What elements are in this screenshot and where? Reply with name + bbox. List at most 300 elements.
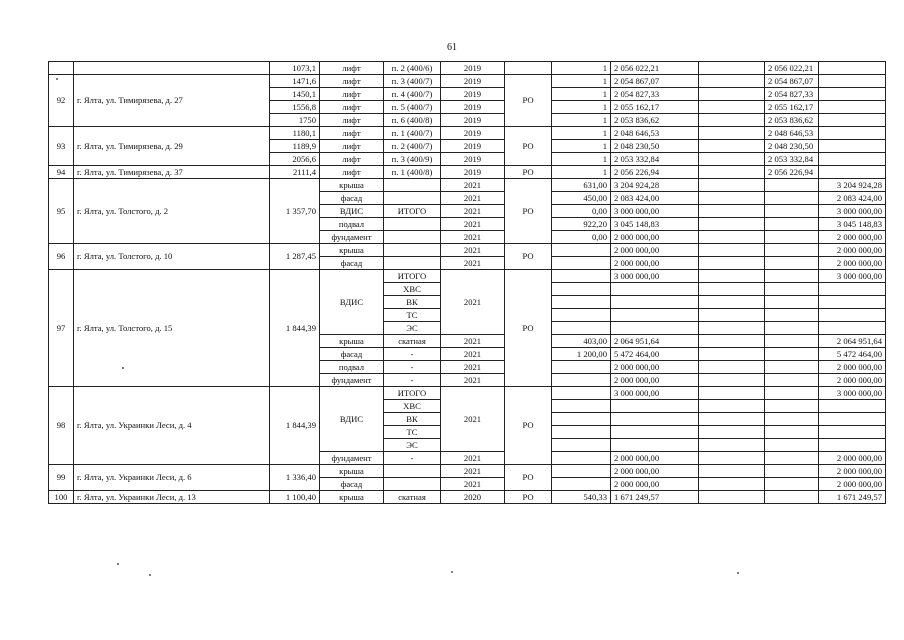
work-type-cell: лифт xyxy=(320,62,384,75)
year-cell: 2021 xyxy=(441,361,505,374)
table-row xyxy=(49,75,886,88)
fund-cell: 2 000 000,00 xyxy=(819,374,886,387)
table-row xyxy=(49,465,886,478)
address-cell: г. Ялта, ул. Тимирязева, д. 27 xyxy=(74,75,270,127)
scan-speck xyxy=(56,78,58,80)
fund-cell xyxy=(699,452,765,465)
fund-cell xyxy=(765,361,819,374)
work-type-cell: крыша xyxy=(320,491,384,504)
volume-cell: 403,00 xyxy=(552,335,611,348)
year-cell: 2021 xyxy=(441,231,505,244)
detail-cell xyxy=(384,179,441,192)
cost-cell xyxy=(611,283,699,296)
fund-cell: 5 472 464,00 xyxy=(819,348,886,361)
cost-cell: 2 054 827,33 xyxy=(611,88,699,101)
detail-cell xyxy=(384,478,441,491)
fund-cell xyxy=(765,322,819,335)
fund-cell: 2 000 000,00 xyxy=(819,231,886,244)
year-cell: 2021 xyxy=(441,374,505,387)
address-cell: г. Ялта, ул. Толстого, д. 10 xyxy=(74,244,270,270)
org-cell: РО xyxy=(505,75,552,127)
work-type-cell: фундамент xyxy=(320,231,384,244)
year-cell: 2021 xyxy=(441,179,505,192)
detail-cell: ИТОГО xyxy=(384,205,441,218)
volume-cell: 450,00 xyxy=(552,192,611,205)
row-number: 96 xyxy=(49,244,74,270)
year-cell: 2021 xyxy=(441,452,505,465)
year-cell: 2021 xyxy=(441,218,505,231)
table-row xyxy=(49,244,886,257)
volume-cell: 1 xyxy=(552,114,611,127)
row-number: 95 xyxy=(49,179,74,244)
volume-cell: 1 xyxy=(552,88,611,101)
detail-cell xyxy=(384,465,441,478)
fund-cell xyxy=(819,426,886,439)
fund-cell xyxy=(765,452,819,465)
work-type-cell: фундамент xyxy=(320,374,384,387)
fund-cell xyxy=(819,309,886,322)
capital-repair-table xyxy=(48,61,886,504)
fund-cell xyxy=(699,114,765,127)
area-cell: 1 100,40 xyxy=(270,491,320,504)
cost-cell: 2 056 226,94 xyxy=(611,166,699,179)
fund-cell xyxy=(699,322,765,335)
fund-cell xyxy=(819,88,886,101)
volume-cell xyxy=(552,361,611,374)
volume-cell: 1 xyxy=(552,153,611,166)
fund-cell xyxy=(699,361,765,374)
table-row xyxy=(49,127,886,140)
fund-cell xyxy=(819,101,886,114)
volume-cell xyxy=(552,465,611,478)
fund-cell xyxy=(765,257,819,270)
year-cell: 2019 xyxy=(441,166,505,179)
volume-cell: 922,20 xyxy=(552,218,611,231)
volume-cell xyxy=(552,387,611,400)
detail-cell: ХВС xyxy=(384,400,441,413)
year-cell: 2021 xyxy=(441,387,505,452)
detail-cell: ВК xyxy=(384,296,441,309)
scan-speck xyxy=(122,367,124,369)
volume-cell: 1 xyxy=(552,75,611,88)
fund-cell xyxy=(699,153,765,166)
detail-cell: п. 6 (400/8) xyxy=(384,114,441,127)
work-type-cell: фасад xyxy=(320,348,384,361)
detail-cell: ВК xyxy=(384,413,441,426)
work-type-cell: ВДИС xyxy=(320,387,384,452)
fund-cell xyxy=(765,465,819,478)
row-number: 97 xyxy=(49,270,74,387)
detail-cell: п. 1 (400/7) xyxy=(384,127,441,140)
volume-cell xyxy=(552,374,611,387)
volume-cell xyxy=(552,478,611,491)
fund-cell xyxy=(699,348,765,361)
fund-cell xyxy=(765,335,819,348)
table-row xyxy=(49,491,886,504)
table-row xyxy=(49,270,886,283)
fund-cell xyxy=(765,270,819,283)
area-cell: 1450,1 xyxy=(270,88,320,101)
detail-cell: п. 4 (400/7) xyxy=(384,88,441,101)
fund-cell xyxy=(699,231,765,244)
fund-cell: 3 045 148,83 xyxy=(819,218,886,231)
fund-cell xyxy=(819,296,886,309)
cost-cell xyxy=(611,309,699,322)
fund-cell xyxy=(765,231,819,244)
fund-cell xyxy=(819,322,886,335)
address-cell xyxy=(74,62,270,75)
fund-cell xyxy=(819,153,886,166)
year-cell: 2021 xyxy=(441,478,505,491)
fund-cell xyxy=(819,166,886,179)
cost-cell xyxy=(611,426,699,439)
fund-cell xyxy=(699,62,765,75)
scan-speck xyxy=(451,571,453,573)
volume-cell: 1 xyxy=(552,127,611,140)
fund-cell: 2 083 424,00 xyxy=(819,192,886,205)
year-cell: 2021 xyxy=(441,257,505,270)
cost-cell xyxy=(611,439,699,452)
fund-cell xyxy=(699,374,765,387)
year-cell: 2021 xyxy=(441,465,505,478)
detail-cell: - xyxy=(384,374,441,387)
year-cell: 2019 xyxy=(441,101,505,114)
volume-cell xyxy=(552,400,611,413)
detail-cell: ХВС xyxy=(384,283,441,296)
fund-cell xyxy=(699,140,765,153)
work-type-cell: крыша xyxy=(320,335,384,348)
cost-cell: 2 053 836,62 xyxy=(611,114,699,127)
work-type-cell: крыша xyxy=(320,465,384,478)
year-cell: 2019 xyxy=(441,140,505,153)
table-row xyxy=(49,62,886,75)
org-cell: РО xyxy=(505,387,552,465)
year-cell: 2019 xyxy=(441,88,505,101)
fund-cell xyxy=(699,387,765,400)
fund-cell xyxy=(765,439,819,452)
address-cell: г. Ялта, ул. Тимирязева, д. 37 xyxy=(74,166,270,179)
volume-cell xyxy=(552,296,611,309)
area-cell: 1 357,70 xyxy=(270,179,320,244)
year-cell: 2021 xyxy=(441,270,505,335)
fund-cell: 2 048 646,53 xyxy=(765,127,819,140)
org-cell: РО xyxy=(505,491,552,504)
cost-cell: 3 000 000,00 xyxy=(611,205,699,218)
detail-cell: ИТОГО xyxy=(384,270,441,283)
detail-cell: скатная xyxy=(384,491,441,504)
org-cell: РО xyxy=(505,465,552,491)
fund-cell: 3 000 000,00 xyxy=(819,387,886,400)
fund-cell xyxy=(699,88,765,101)
volume-cell: 1 xyxy=(552,140,611,153)
volume-cell: 1 xyxy=(552,101,611,114)
scan-speck xyxy=(117,563,119,565)
fund-cell xyxy=(699,192,765,205)
fund-cell xyxy=(699,491,765,504)
fund-cell xyxy=(699,205,765,218)
volume-cell xyxy=(552,452,611,465)
detail-cell: скатная xyxy=(384,335,441,348)
fund-cell xyxy=(819,127,886,140)
detail-cell: п. 3 (400/9) xyxy=(384,153,441,166)
area-cell: 1073,1 xyxy=(270,62,320,75)
work-type-cell: крыша xyxy=(320,244,384,257)
cost-cell: 2 000 000,00 xyxy=(611,231,699,244)
cost-cell: 2 048 646,53 xyxy=(611,127,699,140)
area-cell: 1189,9 xyxy=(270,140,320,153)
detail-cell: - xyxy=(384,452,441,465)
fund-cell xyxy=(765,218,819,231)
volume-cell: 0,00 xyxy=(552,205,611,218)
work-type-cell: фасад xyxy=(320,478,384,491)
org-cell: РО xyxy=(505,244,552,270)
fund-cell: 2 000 000,00 xyxy=(819,257,886,270)
year-cell: 2021 xyxy=(441,192,505,205)
detail-cell: ТС xyxy=(384,309,441,322)
table-row xyxy=(49,387,886,400)
fund-cell xyxy=(819,439,886,452)
table-body xyxy=(49,62,886,504)
fund-cell xyxy=(819,62,886,75)
fund-cell: 2 055 162,17 xyxy=(765,101,819,114)
scan-speck xyxy=(149,574,151,576)
work-type-cell: крыша xyxy=(320,179,384,192)
cost-cell: 2 083 424,00 xyxy=(611,192,699,205)
cost-cell: 2 000 000,00 xyxy=(611,257,699,270)
volume-cell: 1 200,00 xyxy=(552,348,611,361)
page-number: 61 xyxy=(447,42,457,53)
fund-cell xyxy=(765,413,819,426)
volume-cell xyxy=(552,413,611,426)
row-number: 94 xyxy=(49,166,74,179)
detail-cell: п. 2 (400/7) xyxy=(384,140,441,153)
row-number xyxy=(49,62,74,75)
fund-cell xyxy=(765,387,819,400)
detail-cell xyxy=(384,244,441,257)
fund-cell xyxy=(765,478,819,491)
fund-cell: 2 000 000,00 xyxy=(819,361,886,374)
cost-cell xyxy=(611,413,699,426)
area-cell: 1180,1 xyxy=(270,127,320,140)
fund-cell xyxy=(699,400,765,413)
row-number: 93 xyxy=(49,127,74,166)
row-number: 99 xyxy=(49,465,74,491)
cost-cell: 2 000 000,00 xyxy=(611,478,699,491)
table-row xyxy=(49,166,886,179)
fund-cell xyxy=(699,426,765,439)
fund-cell xyxy=(765,426,819,439)
area-cell: 1 336,40 xyxy=(270,465,320,491)
work-type-cell: лифт xyxy=(320,114,384,127)
work-type-cell: ВДИС xyxy=(320,205,384,218)
cost-cell: 2 053 332,84 xyxy=(611,153,699,166)
row-number: 92 xyxy=(49,75,74,127)
fund-cell xyxy=(765,283,819,296)
row-number: 100 xyxy=(49,491,74,504)
address-cell: г. Ялта, ул. Тимирязева, д. 29 xyxy=(74,127,270,166)
fund-cell xyxy=(819,283,886,296)
area-cell: 1471,6 xyxy=(270,75,320,88)
org-cell: РО xyxy=(505,179,552,244)
volume-cell xyxy=(552,439,611,452)
volume-cell xyxy=(552,426,611,439)
fund-cell xyxy=(765,374,819,387)
detail-cell xyxy=(384,257,441,270)
fund-cell xyxy=(699,296,765,309)
area-cell: 1750 xyxy=(270,114,320,127)
fund-cell: 2 054 827,33 xyxy=(765,88,819,101)
row-number: 98 xyxy=(49,387,74,465)
fund-cell: 3 000 000,00 xyxy=(819,270,886,283)
area-cell: 1556,8 xyxy=(270,101,320,114)
scan-speck xyxy=(737,572,739,574)
fund-cell: 3 000 000,00 xyxy=(819,205,886,218)
fund-cell xyxy=(765,179,819,192)
fund-cell: 2 000 000,00 xyxy=(819,478,886,491)
fund-cell: 2 000 000,00 xyxy=(819,465,886,478)
work-type-cell: лифт xyxy=(320,101,384,114)
work-type-cell: фасад xyxy=(320,192,384,205)
cost-cell: 2 000 000,00 xyxy=(611,361,699,374)
work-type-cell: ВДИС xyxy=(320,270,384,335)
org-cell xyxy=(505,62,552,75)
fund-cell: 2 053 836,62 xyxy=(765,114,819,127)
year-cell: 2021 xyxy=(441,244,505,257)
detail-cell: п. 5 (400/7) xyxy=(384,101,441,114)
org-cell: РО xyxy=(505,166,552,179)
fund-cell xyxy=(765,400,819,413)
fund-cell xyxy=(699,127,765,140)
volume-cell: 0,00 xyxy=(552,231,611,244)
cost-cell: 3 204 924,28 xyxy=(611,179,699,192)
year-cell: 2021 xyxy=(441,205,505,218)
volume-cell: 1 xyxy=(552,62,611,75)
fund-cell xyxy=(765,296,819,309)
volume-cell xyxy=(552,322,611,335)
address-cell: г. Ялта, ул. Украинки Леси, д. 13 xyxy=(74,491,270,504)
detail-cell: п. 2 (400/6) xyxy=(384,62,441,75)
fund-cell xyxy=(819,140,886,153)
detail-cell: п. 1 (400/8) xyxy=(384,166,441,179)
fund-cell: 1 671 249,57 xyxy=(819,491,886,504)
org-cell: РО xyxy=(505,270,552,387)
cost-cell: 1 671 249,57 xyxy=(611,491,699,504)
detail-cell xyxy=(384,231,441,244)
cost-cell: 2 064 951,64 xyxy=(611,335,699,348)
work-type-cell: лифт xyxy=(320,75,384,88)
area-cell: 2111,4 xyxy=(270,166,320,179)
fund-cell: 2 053 332,84 xyxy=(765,153,819,166)
volume-cell: 540,33 xyxy=(552,491,611,504)
fund-cell xyxy=(699,309,765,322)
fund-cell: 3 204 924,28 xyxy=(819,179,886,192)
fund-cell xyxy=(699,478,765,491)
volume-cell xyxy=(552,257,611,270)
fund-cell xyxy=(765,309,819,322)
detail-cell: - xyxy=(384,348,441,361)
address-cell: г. Ялта, ул. Толстого, д. 2 xyxy=(74,179,270,244)
area-cell: 1 844,39 xyxy=(270,270,320,387)
year-cell: 2021 xyxy=(441,348,505,361)
year-cell: 2021 xyxy=(441,335,505,348)
fund-cell: 2 000 000,00 xyxy=(819,244,886,257)
year-cell: 2019 xyxy=(441,75,505,88)
fund-cell xyxy=(699,257,765,270)
fund-cell xyxy=(765,244,819,257)
area-cell: 2056,6 xyxy=(270,153,320,166)
detail-cell: ИТОГО xyxy=(384,387,441,400)
address-cell: г. Ялта, ул. Украинки Леси, д. 4 xyxy=(74,387,270,465)
work-type-cell: лифт xyxy=(320,166,384,179)
address-cell: г. Ялта, ул. Украинки Леси, д. 6 xyxy=(74,465,270,491)
fund-cell xyxy=(699,465,765,478)
volume-cell xyxy=(552,309,611,322)
cost-cell: 2 048 230,50 xyxy=(611,140,699,153)
work-type-cell: подвал xyxy=(320,361,384,374)
fund-cell: 2 064 951,64 xyxy=(819,335,886,348)
cost-cell xyxy=(611,400,699,413)
fund-cell xyxy=(819,75,886,88)
work-type-cell: фасад xyxy=(320,257,384,270)
volume-cell: 1 xyxy=(552,166,611,179)
work-type-cell: лифт xyxy=(320,127,384,140)
fund-cell xyxy=(699,179,765,192)
fund-cell xyxy=(819,413,886,426)
fund-cell xyxy=(765,192,819,205)
cost-cell: 2 000 000,00 xyxy=(611,374,699,387)
fund-cell: 2 056 022,21 xyxy=(765,62,819,75)
area-cell: 1 844,39 xyxy=(270,387,320,465)
year-cell: 2019 xyxy=(441,127,505,140)
work-type-cell: лифт xyxy=(320,153,384,166)
cost-cell: 2 055 162,17 xyxy=(611,101,699,114)
detail-cell: ЭС xyxy=(384,439,441,452)
fund-cell xyxy=(819,400,886,413)
detail-cell: - xyxy=(384,361,441,374)
work-type-cell: лифт xyxy=(320,140,384,153)
cost-cell xyxy=(611,296,699,309)
fund-cell: 2 056 226,94 xyxy=(765,166,819,179)
org-cell: РО xyxy=(505,127,552,166)
detail-cell: ТС xyxy=(384,426,441,439)
fund-cell: 2 054 867,07 xyxy=(765,75,819,88)
work-type-cell: фундамент xyxy=(320,452,384,465)
fund-cell xyxy=(699,166,765,179)
volume-cell xyxy=(552,283,611,296)
fund-cell: 2 000 000,00 xyxy=(819,452,886,465)
fund-cell xyxy=(699,75,765,88)
cost-cell: 2 000 000,00 xyxy=(611,244,699,257)
volume-cell: 631,00 xyxy=(552,179,611,192)
volume-cell xyxy=(552,270,611,283)
fund-cell xyxy=(765,491,819,504)
cost-cell: 3 000 000,00 xyxy=(611,387,699,400)
fund-cell xyxy=(699,270,765,283)
cost-cell: 2 054 867,07 xyxy=(611,75,699,88)
fund-cell xyxy=(765,205,819,218)
volume-cell xyxy=(552,244,611,257)
fund-cell xyxy=(699,283,765,296)
fund-cell xyxy=(699,218,765,231)
fund-cell xyxy=(699,101,765,114)
cost-cell: 2 056 022,21 xyxy=(611,62,699,75)
address-cell: г. Ялта, ул. Толстого, д. 15 xyxy=(74,270,270,387)
fund-cell xyxy=(699,439,765,452)
work-type-cell: подвал xyxy=(320,218,384,231)
cost-cell: 5 472 464,00 xyxy=(611,348,699,361)
year-cell: 2019 xyxy=(441,62,505,75)
fund-cell xyxy=(819,114,886,127)
